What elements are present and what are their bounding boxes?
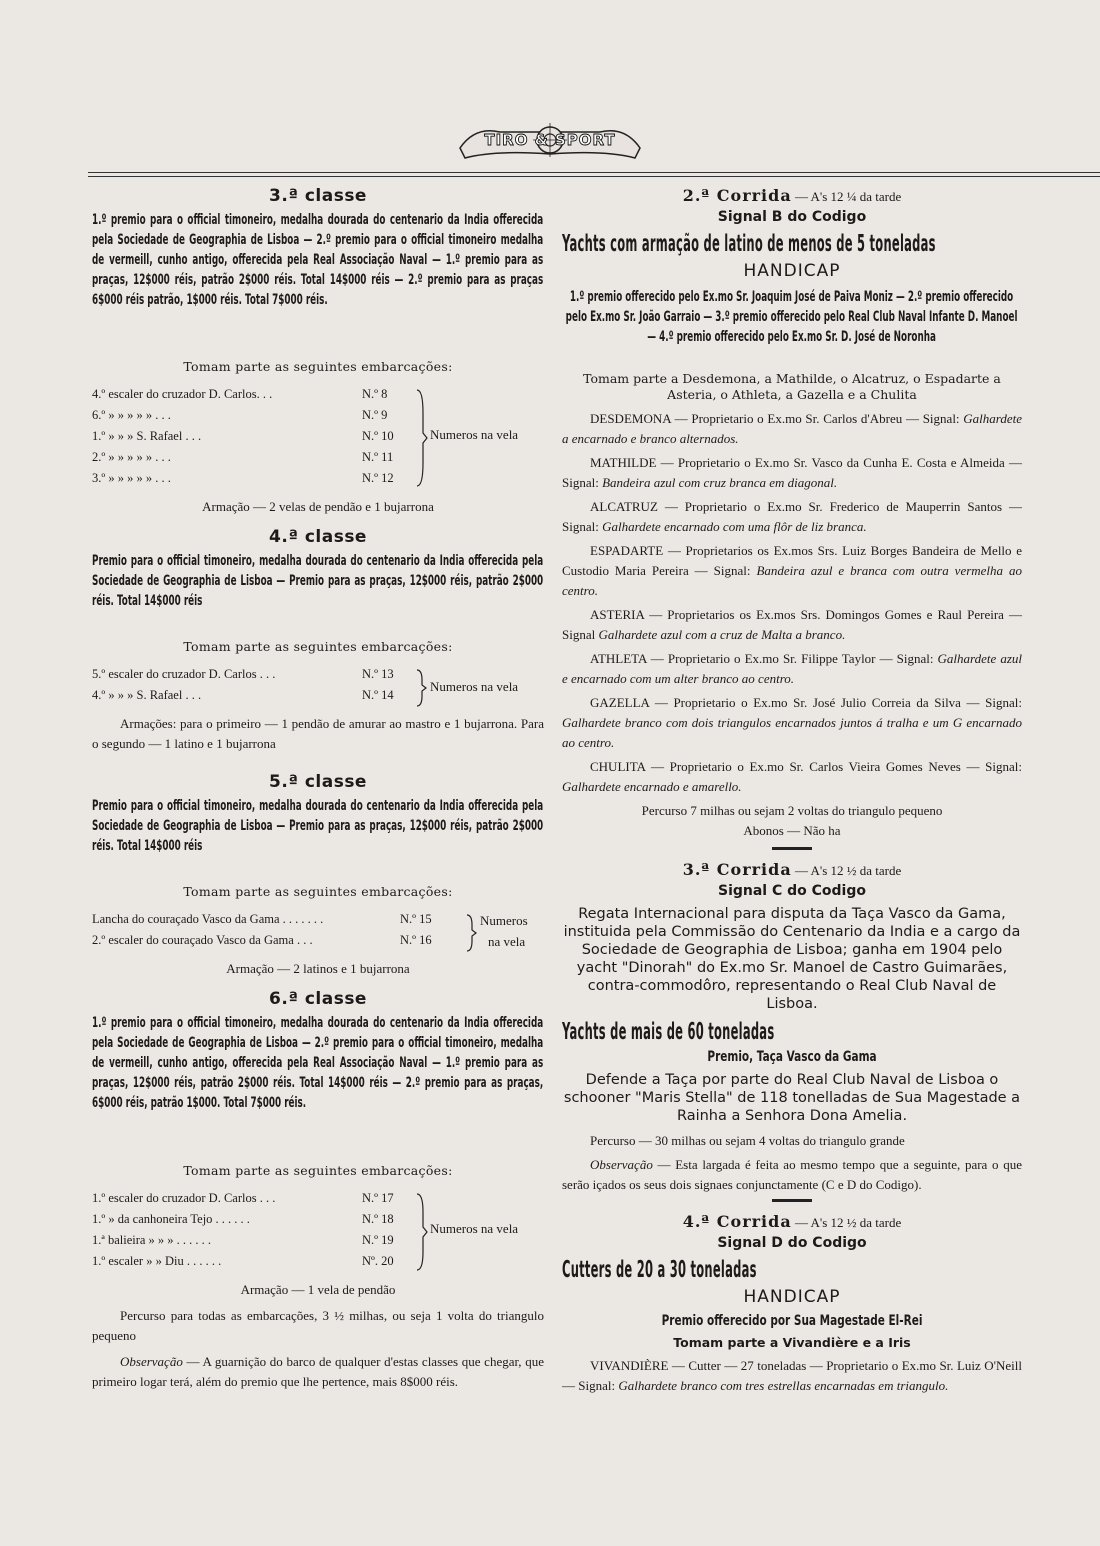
corrida-4-premio: Premio offerecido por Sua Magestade El-Rei bbox=[661, 1313, 923, 1329]
yacht-entry: ATHLETA — Proprietario o Ex.mo Sr. Filippe Taylor — Signal: Galhardete azul e encarnado com um alter branco ao centro. bbox=[562, 651, 1022, 686]
classe-3-tomam: Tomam parte as seguintes embarcações: bbox=[183, 359, 453, 374]
boat-row: 1.ª balieira » » » . . . . . . N.º 19 bbox=[92, 1233, 394, 1247]
corrida-2-tomam: Tomam parte a Desdemona, a Mathilde, o Alcatruz, o Espadarte a Asteria, o Athleta, a Gazella e a Chulita bbox=[583, 371, 1001, 402]
brace-icon bbox=[414, 668, 428, 708]
left-column bbox=[92, 186, 544, 1396]
corrida-4-tomam: Tomam parte a Vivandière e a Iris bbox=[673, 1335, 911, 1350]
brace-label: Numeros bbox=[480, 913, 528, 928]
classe-4-boats bbox=[92, 664, 544, 706]
classe-5-tomam: Tomam parte as seguintes embarcações: bbox=[183, 884, 453, 899]
corrida-4-signal: Signal D do Codigo bbox=[717, 1235, 867, 1251]
brace-icon bbox=[414, 388, 428, 488]
corrida-3-observacao: Observação — Esta largada é feita ao mesmo tempo que a seguinte, para o que serão içados os seus dois signaes conjunctamente (C e D do Codigo). bbox=[562, 1157, 1022, 1192]
corrida-4-handicap: HANDICAP bbox=[743, 1287, 841, 1307]
corrida-2-prize: 1.º premio offerecido pelo Ex.mo Sr. Joaquim José de Paiva Moniz — 2.º premio offerecido pelo Ex.mo Sr. João Garraio — 3.º premio offerecido pelo Real Club Naval Infante D. Manoel — 4.º premio offerecido pelo Ex.mo Sr. D. José de Noronha bbox=[565, 289, 1018, 345]
corrida-4-vivandiere: VIVANDIÈRE — Cutter — 27 toneladas — Proprietario o Ex.mo Sr. Luiz O'Neill — Signal: Galhardete branco com tres estrellas encarnadas em triangulo. bbox=[562, 1358, 1022, 1393]
classe-3-heading: 3.ª classe bbox=[269, 186, 367, 206]
boat-row: 6.º » » » » » . . . N.º 9 bbox=[92, 408, 388, 422]
corrida-3-regata: Regata Internacional para disputa da Taça Vasco da Gama, instituida pela Commissão do Centenario da India e a cargo da Sociedade de Geographia de Lisboa; ganha em 1904 pelo yacht "Dinorah" do Ex.mo Sr. Manoel de Castro Guimarães, contra-commodôro, representando o Real Club Naval de Lisboa. bbox=[563, 906, 1021, 1012]
classe-4-tomam: Tomam parte as seguintes embarcações: bbox=[183, 639, 453, 654]
brace-label: Numeros na vela bbox=[430, 1221, 519, 1236]
classe-6-tomam: Tomam parte as seguintes embarcações: bbox=[183, 1163, 453, 1178]
boat-row: 5.º escaler do cruzador D. Carlos . . . N.º 13 bbox=[92, 667, 394, 681]
corrida-2-abonos: Abonos — Não ha bbox=[743, 823, 841, 838]
brace-label: Numeros na vela bbox=[430, 427, 519, 442]
header-rule bbox=[88, 172, 1100, 173]
boat-row: 2.º » » » » » . . . N.º 11 bbox=[92, 450, 394, 464]
yacht-entry: ESPADARTE — Proprietarios os Ex.mos Srs. Luiz Borges Bandeira de Mello e Custodio Maria Pereira — Signal: Bandeira azul e branca com outra vermelha ao centro. bbox=[562, 543, 1022, 598]
boat-row: 4.º » » » S. Rafael . . . N.º 14 bbox=[92, 688, 394, 702]
classe-5-heading: 5.ª classe bbox=[269, 772, 367, 792]
classe-3-armacao: Armação — 2 velas de pendão e 1 bujarrona bbox=[202, 499, 434, 514]
corrida-2-percurso: Percurso 7 milhas ou sejam 2 voltas do triangulo pequeno bbox=[641, 803, 943, 818]
yacht-entry: MATHILDE — Proprietario o Ex.mo Sr. Vasco da Cunha E. Costa e Almeida — Signal: Bandeira azul com cruz branca em diagonal. bbox=[562, 455, 1022, 490]
boat-row: 4.º escaler do cruzador D. Carlos. . . N.º 8 bbox=[92, 387, 388, 401]
classe-6-armacao: Armação — 1 vela de pendão bbox=[240, 1282, 396, 1297]
masthead-logo-text: TIRO & SPORT bbox=[484, 131, 616, 149]
classe-3-prize: 1.º premio para o official timoneiro, medalha dourada do centenario da India offerecida pela Sociedade de Geographia de Lisboa — 2.º premio para o official timoneiro medalha de vermeill, cunho antigo, offerecida pela Real Associação Naval — 1.º premio para as praças, 12$000 réis, patrão 2$000 réis. Total 14$000 réis — 2.º premio para as praças 6$000 réis patrão, 1$000 réis. Total 7$000 réis. bbox=[92, 212, 544, 308]
corrida-3-signal: Signal C do Codigo bbox=[717, 883, 866, 899]
boat-row: 1.º escaler » » Diu . . . . . . Nº. 20 bbox=[92, 1254, 394, 1268]
boat-row: 3.º » » » » » . . . N.º 12 bbox=[92, 471, 394, 485]
corrida-4-title: Cutters de 20 a 30 toneladas bbox=[562, 1257, 757, 1283]
boat-row: 1.º » » » S. Rafael . . . N.º 10 bbox=[92, 429, 394, 443]
boat-row: 2.º escaler do couraçado Vasco da Gama . . . N.º 16 bbox=[92, 933, 432, 947]
brace-icon bbox=[464, 913, 478, 953]
corrida-4-heading: 4.ª Corrida — A's 12 ½ da tarde bbox=[682, 1212, 902, 1231]
boat-row: 1.º escaler do cruzador D. Carlos . . . N.º 17 bbox=[92, 1191, 394, 1205]
classe-6-prize: 1.º premio para o official timoneiro, medalha dourada do centenario da India offerecida pela Sociedade de Geographia de Lisboa — 2.º premio para o official timoneiro, medalha de vermeill, cunho antigo, offerecida pela Real Associação Naval — 1.º premio para as praças, 12$000 réis, patrão 2$000 réis. Total 14$000 réis — 2.º premio para as praças, 6$000 réis, patrão 1$000. Total 7$000 réis. bbox=[92, 1015, 544, 1111]
classe-6-boats bbox=[92, 1188, 544, 1272]
corrida-3-heading: 3.ª Corrida — A's 12 ½ da tarde bbox=[682, 860, 902, 879]
yacht-entry: ALCATRUZ — Proprietario o Ex.mo Sr. Frederico de Mauperrin Santos — Signal: Galhardete encarnado com uma flôr de liz branca. bbox=[562, 499, 1022, 534]
classe-6-percurso: Percurso para todas as embarcações, 3 ½ milhas, ou seja 1 volta do triangulo pequeno bbox=[92, 1308, 544, 1343]
brace-label: Numeros na vela bbox=[430, 679, 519, 694]
corrida-3-percurso: Percurso — 30 milhas ou sejam 4 voltas do triangulo grande bbox=[590, 1133, 905, 1148]
classe-5-armacao: Armação — 2 latinos e 1 bujarrona bbox=[226, 961, 410, 976]
classe-5-boats bbox=[92, 909, 544, 951]
classe-6-heading: 6.ª classe bbox=[269, 989, 367, 1009]
classe-4-armacao: Armações: para o primeiro — 1 pendão de amurar ao mastro e 1 bujarrona. Para o segundo — 1 latino e 1 bujarrona bbox=[92, 716, 544, 751]
header-rule-thin bbox=[88, 176, 1100, 177]
classe-4-heading: 4.ª classe bbox=[269, 527, 367, 547]
yacht-entry: DESDEMONA — Proprietario o Ex.mo Sr. Carlos d'Abreu — Signal: Galhardete a encarnado e branco alternados. bbox=[562, 411, 1022, 446]
boat-row: Lancha do couraçado Vasco da Gama . . . . . . . N.º 15 bbox=[92, 912, 432, 926]
divider bbox=[772, 847, 812, 850]
classe-4-prize: Premio para o official timoneiro, medalha dourada do centenario da India offerecida pela Sociedade de Geographia de Lisboa — Premio para as praças, 12$000 réis, patrão 2$000 réis. Total 14$000 réis bbox=[92, 553, 544, 609]
brace-label: na vela bbox=[488, 934, 526, 949]
right-column bbox=[562, 186, 1022, 1400]
masthead bbox=[0, 118, 1100, 174]
boat-row: 1.º » da canhoneira Tejo . . . . . . N.º 18 bbox=[92, 1212, 394, 1226]
classe-6-observacao: Observação — A guarnição do barco de qualquer d'estas classes que chegar, que primeiro logar terá, além do premio que lhe pertence, mais 8$000 réis. bbox=[92, 1354, 544, 1389]
classe-3-boats bbox=[92, 384, 544, 489]
corrida-3-defende: Defende a Taça por parte do Real Club Naval de Lisboa o schooner "Maris Stella" de 118 tonelladas de Sua Magestade a Rainha a Senhora Dona Amelia. bbox=[563, 1072, 1021, 1124]
classe-5-prize: Premio para o official timoneiro, medalha dourada do centenario da India offerecida pela Sociedade de Geographia de Lisboa — Premio para as praças, 12$000 réis, patrão 2$000 réis. Total 14$000 réis bbox=[92, 798, 544, 854]
divider bbox=[772, 1199, 812, 1202]
corrida-2-handicap: HANDICAP bbox=[743, 261, 841, 281]
yacht-entry: GAZELLA — Proprietario o Ex.mo Sr. José Julio Correia da Silva — Signal: Galhardete branco com dois triangulos encarnados juntos á tralha e um G encarnado ao centro. bbox=[562, 695, 1022, 750]
corrida-2-heading: 2.ª Corrida — A's 12 ¼ da tarde bbox=[682, 186, 902, 205]
corrida-3-title: Yachts de mais de 60 toneladas bbox=[562, 1019, 775, 1045]
brace-icon bbox=[414, 1192, 428, 1272]
yacht-entry: CHULITA — Proprietario o Ex.mo Sr. Carlos Vieira Gomes Neves — Signal: Galhardete encarnado e amarello. bbox=[562, 759, 1022, 794]
yacht-entry: ASTERIA — Proprietarios os Ex.mos Srs. Domingos Gomes e Raul Pereira — Signal Galhardete azul com a cruz de Malta a branco. bbox=[562, 607, 1022, 642]
corrida-3-premio: Premio, Taça Vasco da Gama bbox=[707, 1049, 877, 1065]
masthead-logo bbox=[455, 118, 645, 164]
corrida-2-signal: Signal B do Codigo bbox=[717, 209, 867, 225]
corrida-2-title: Yachts com armação de latino de menos de 5 toneladas bbox=[562, 231, 936, 257]
